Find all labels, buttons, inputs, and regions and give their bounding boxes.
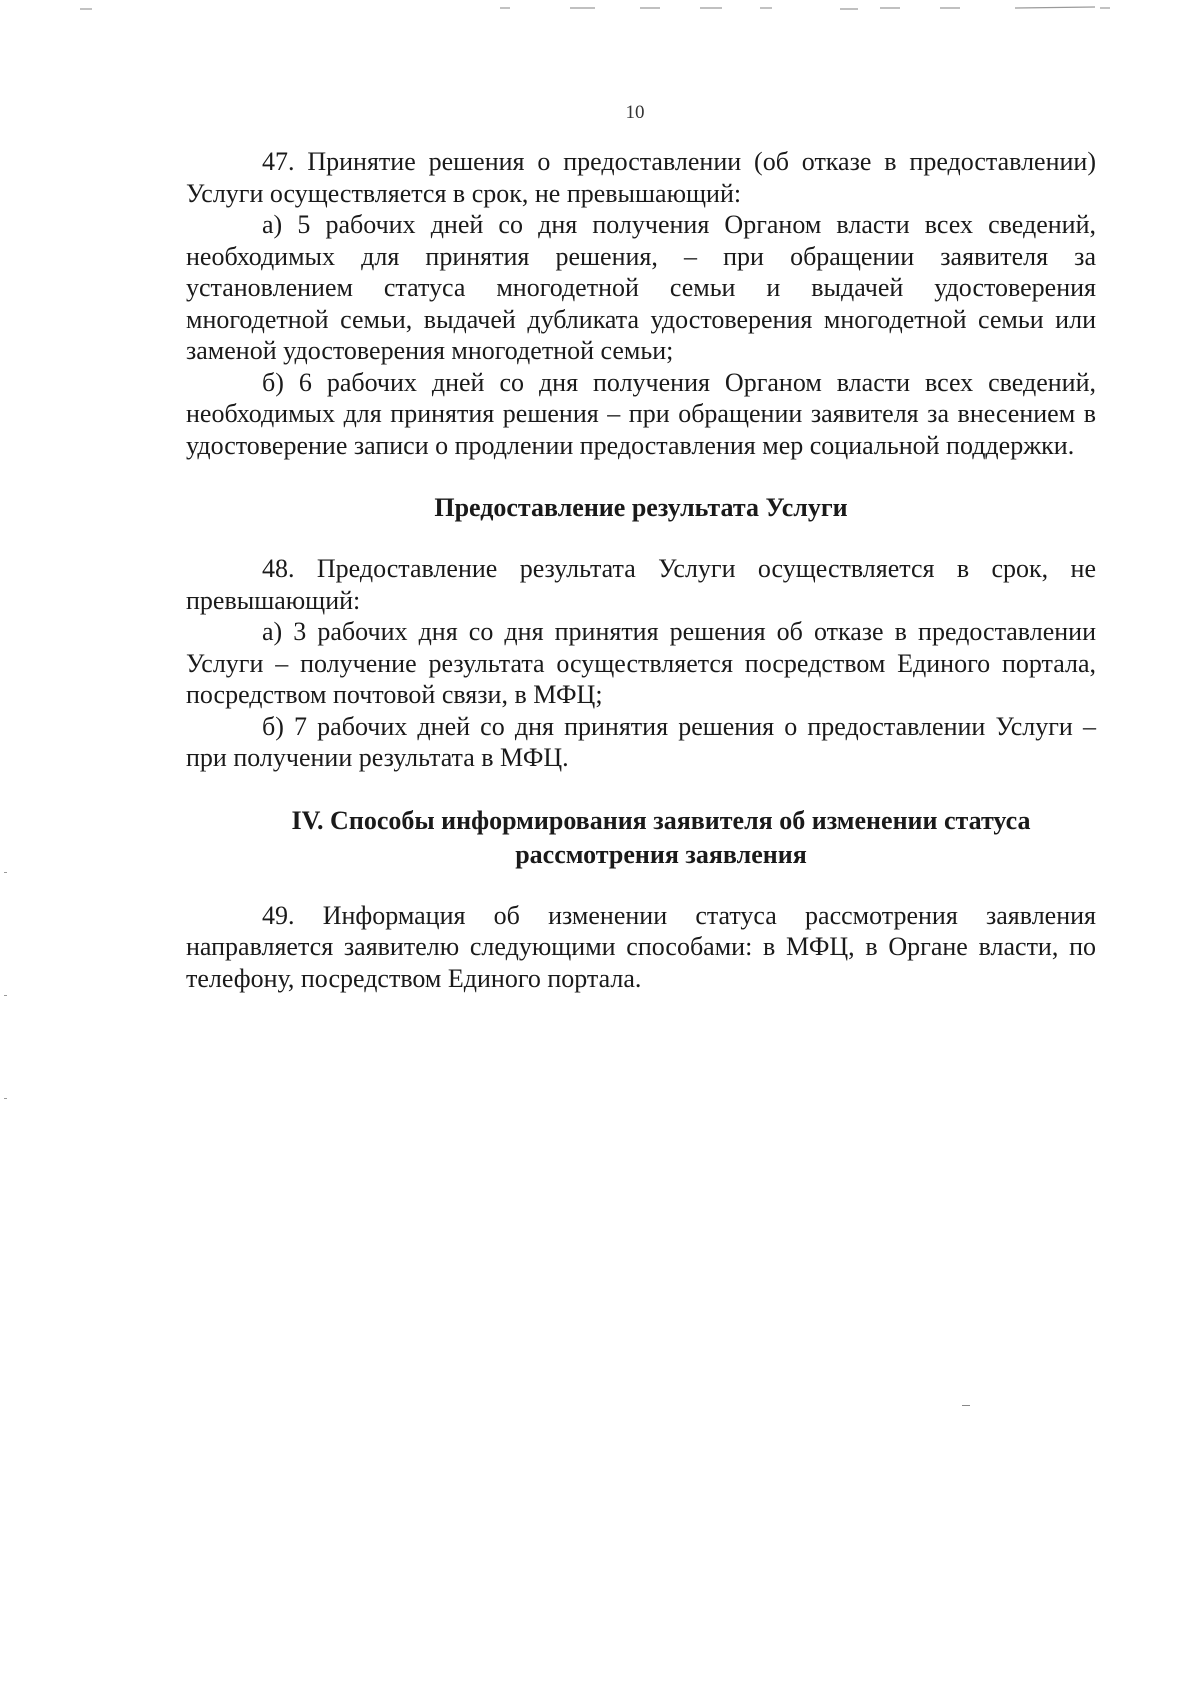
section-heading-iv: IV. Способы информирования заявителя об изменении статуса рассмотрения заявления: [291, 805, 1031, 869]
paragraph-48a: а) 3 рабочих дня со дня принятия решения об отказе в предоставлении Услуги – получение результата осуществляется посредством Единого портала, посредством почтовой связи, в МФЦ;: [186, 617, 1096, 709]
scan-speck: [962, 1405, 970, 1406]
scan-margin-mark: [4, 995, 7, 996]
paragraph-47b: б) 6 рабочих дней со дня получения Органом власти всех сведений, необходимых для принятия решения – при обращении заявителя за внесением в удостоверение записи о продлении предоставления мер социальной поддержки.: [186, 367, 1096, 460]
scan-edge-marks: [0, 0, 1200, 20]
paragraph-49: 49. Информация об изменении статуса рассмотрения заявления направляется заявителю следующими способами: в МФЦ, в Органе власти, по телефону, посредством Единого портала.: [186, 900, 1096, 993]
document-body: [186, 146, 1096, 994]
scan-margin-mark: [4, 872, 7, 873]
scan-margin-mark: [4, 1098, 7, 1099]
section-heading-result: Предоставление результата Услуги: [434, 493, 848, 522]
paragraph-48b: б) 7 рабочих дней со дня принятия решения о предоставлении Услуги – при получении результата в МФЦ.: [186, 711, 1096, 772]
paragraph-47: 47. Принятие решения о предоставлении (об отказе в предоставлении) Услуги осуществляется в срок, не превышающий:: [186, 147, 1096, 208]
paragraph-48: 48. Предоставление результата Услуги осуществляется в срок, не превышающий:: [186, 554, 1096, 615]
paragraph-47a: а) 5 рабочих дней со дня получения Органом власти всех сведений, необходимых для принятия решения, – при обращении заявителя за установлением статуса многодетной семьи и выдачей удостоверения многодетной семьи, выдачей дубликата удостоверения многодетной семьи или заменой удостоверения многодетной семьи;: [186, 210, 1096, 365]
page-number: 10: [625, 102, 645, 123]
